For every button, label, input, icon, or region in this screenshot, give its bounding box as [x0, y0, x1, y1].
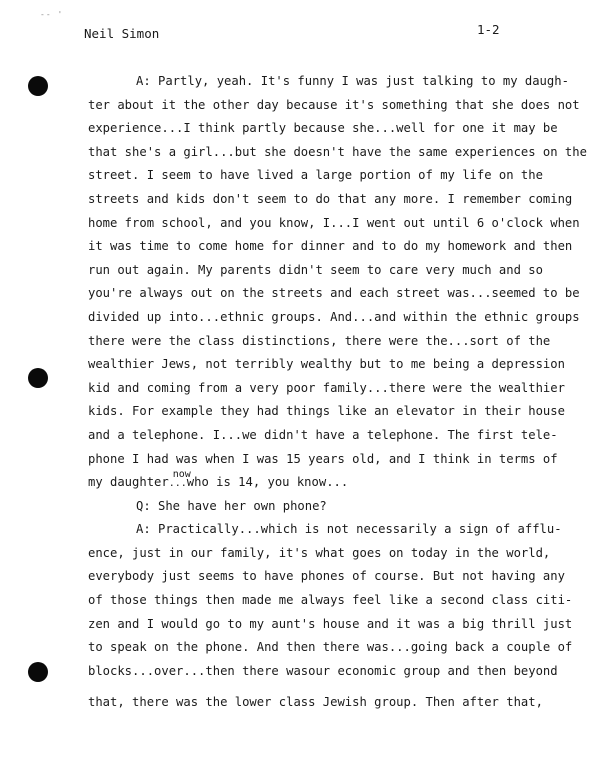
text-line: ence, just in our family, it's what goes on today in the world,	[88, 545, 551, 560]
text-line: that she's a girl...but she doesn't have the same experiences on the	[88, 144, 587, 159]
header-page-number: 1-2	[477, 22, 500, 37]
text-line: kids. For example they had things like an elevator in their house	[88, 404, 565, 419]
text-line: to speak on the phone. And then there was...going back a couple of	[88, 640, 573, 655]
text-line: divided up into...ethnic groups. And...and within the ethnic groups	[88, 309, 580, 324]
handwritten-insertion: now ...	[168, 469, 191, 490]
text-line: phone I had was when I was 15 years old, and I think in terms of	[88, 451, 558, 466]
text-line: street. I seem to have lived a large portion of my life on the	[88, 168, 543, 183]
text-line: home from school, and you know, I...I went out until 6 o'clock when	[88, 215, 580, 230]
text-line: it was time to come home for dinner and to do my homework and then	[88, 239, 573, 254]
header-interviewee-name: Neil Simon	[84, 26, 160, 41]
text-line: everybody just seems to have phones of course. But not having any	[88, 569, 565, 584]
text-line: of those things then made me always feel like a second class citi-	[88, 593, 573, 608]
text-line: A: Practically...which is not necessarily a sign of afflu-	[136, 522, 562, 537]
binder-hole-icon	[28, 662, 48, 682]
binder-hole-icon	[28, 368, 48, 388]
text-line: experience...I think partly because she...well for one it may be	[88, 121, 558, 136]
edge-mark: -- '	[40, 10, 64, 19]
text-line: kid and coming from a very poor family...there were the wealthier	[88, 380, 565, 395]
text-line: blocks...over...then there wasour economic group and then beyond	[88, 663, 558, 678]
text-line: zen and I would go to my aunt's house and it was a big thrill just	[88, 616, 573, 631]
text-line: my daughter now ...who is 14, you know...	[88, 471, 574, 495]
text-line: ter about it the other day because it's something that she does not	[88, 97, 580, 112]
transcript-body	[88, 70, 587, 714]
text-line: streets and kids don't seem to do that any more. I remember coming	[88, 191, 573, 206]
text-line: A: Partly, yeah. It's funny I was just talking to my daugh-	[136, 74, 569, 88]
text-line: and a telephone. I...we didn't have a telephone. The first tele-	[88, 427, 558, 442]
text-line: that, there was the lower class Jewish group. Then after that,	[88, 694, 543, 709]
text-line: wealthier Jews, not terribly wealthy but to me being a depression	[88, 357, 565, 372]
text-line: you're always out on the streets and each street was...seemed to be	[88, 286, 580, 301]
text-line: there were the class distinctions, there were the...sort of the	[88, 333, 551, 348]
binder-hole-icon	[28, 76, 48, 96]
question-line: Q: She have her own phone?	[136, 498, 327, 513]
text-line: run out again. My parents didn't seem to care very much and so	[88, 262, 543, 277]
